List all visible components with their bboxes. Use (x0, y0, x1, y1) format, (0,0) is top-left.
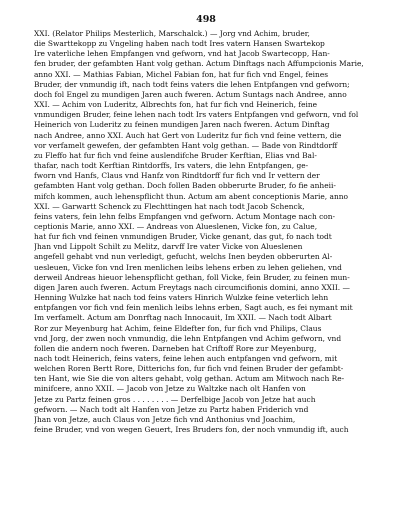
text-line: zu Fleffo hat fur fich vnd feine auslendifche Bruder Kerftian, Elias vnd Bal- (34, 150, 317, 160)
text-line: ceptionis Marie, anno XXI. — Andreas von Alueslenen, Vicke fon, zu Calue, (34, 221, 318, 231)
text-line: welchen Roren Bertt Rore, Ditterichs fon, fur fich vnd feinen Bruder der gefambt- (34, 364, 344, 374)
text-line: fen bruder, der gefambten Hant volg gethan. Actum Dinftags nach Affumpcionis Marie, (34, 59, 364, 69)
text-line: hat fur fich vnd feinen vnmundigen Bruder, Vicke genant, das gut, fo nach todt (34, 232, 332, 242)
text-line: Ror zur Meyenburg hat Achim, feine Eldefter fon, fur fich vnd Philips, Claus (34, 323, 322, 333)
text-line: derweil Andreas hieuor lehenspflicht gethan, foll Vicke, fein Bruder, zu feinen mun- (34, 272, 350, 282)
text-line: die Swarttekopp zu Vngeling haben nach todt Ires vatern Hansen Swartekop (34, 39, 325, 49)
text-line: Heinerich von Luderitz zu feinen mundigen Jaren nach fweren. Actum Dinftag (34, 120, 330, 130)
text-line: Bruder, der vnmundig ift, nach todt feins vaters die lehen Entpfangen vnd gefworn; (34, 79, 350, 89)
text-line: uesleuen, Vicke fon vnd Iren menlichen leibs lehens erben zu lehen geliehen, vnd (34, 262, 342, 272)
text-line: follen die andern noch fweren. Darneben hat Criftoff Rore zur Meyenburg, (34, 343, 317, 353)
text-line: Ire vaterliche lehen Empfangen vnd gefworn, vnd hat Jacob Swartecopp, Han- (34, 49, 330, 59)
text-line: vor verfamelt gewefen, der gefambten Hant volg gethan. — Bade von Rindtdorff (34, 140, 338, 150)
text-line: minifcere, anno XXII. — Jacob von Jetze zu Waltzke nach olt Hanfen von (34, 384, 306, 394)
page-number: 498 (196, 14, 216, 25)
text-line: digen Jaren auch fweren. Actum Freytags nach circumcifionis domini, anno XXII. — (34, 282, 350, 292)
text-line: vnd Jorg, der zwen noch vnmundig, die lehn Entpfangen vnd Achim gefworn, vnd (34, 333, 342, 343)
body-text (34, 29, 388, 435)
text-line: Jetze zu Partz feinen gros . . . . . . . . — Derfelbige Jacob von Jetze hat auch (34, 394, 316, 404)
text-line: Jhan vnd Lippolt Schilt zu Melitz, darvff Ire vater Vicke von Alueslenen (34, 242, 303, 252)
text-line: Jhan von Jetze, auch Claus von Jetze fich vnd Anthonius vnd Joachim, (34, 414, 296, 424)
text-line: angefell gehabt vnd nun verledigt, gefucht, welchs Inen beyden obberurten Al- (34, 252, 333, 262)
text-line: nach todt Heinerich, feins vaters, feine lehen auch entpfangen vnd gefworn, mit (34, 354, 338, 363)
text-line: entpfangen vor fich vnd fein menlich leibs lehns erben, Sagt auch, es fei nymant mit (34, 303, 353, 313)
text-line: doch fol Engel zu mundigen Jaren auch fweren. Actum Suntags nach Andree, anno (34, 89, 347, 99)
text-line: feins vaters, fein lehn felbs Empfangen vnd gefworn. Actum Montage nach con- (34, 211, 336, 221)
text-line: gefworn. — Nach todt alt Hanfen von Jetze zu Partz haben Friderich vnd (34, 404, 309, 414)
text-line: thafar, nach todt Kerftian Rintdorffs, Irs vaters, die lehn Entpfangen, ge- (34, 161, 309, 171)
text-line: XXI. (Relator Philips Mesterlich, Marschalck.) — Jorg vnd Achim, bruder, (34, 29, 310, 38)
text-line: feine Bruder, vnd von wegen Geuert, Ires Bruders fon, der noch vnmundig ift, auch (34, 425, 349, 435)
text-line: nach Andree, anno XXI. Auch hat Gert von Luderitz fur fich vnd feine vettern, die (34, 130, 342, 140)
text-line: gefambten Hant volg gethan. Doch follen Baden obberurte Bruder, fo fie anheii- (34, 181, 336, 191)
text-line: Im verfamelt. Actum am Donrftag nach Innocauit, Im XXII. — Nach todt Albart (34, 313, 332, 323)
text-line: vnmundigen Bruder, feine lehen nach todt Irs vaters Entpfangen vnd gefworn, vnd fol (34, 110, 359, 120)
text-line: mifch kommen, auch lehenspflicht thun. Actum am abent conceptionis Marie, anno (34, 191, 349, 201)
text-line: Henning Wulzke hat nach tod feins vaters Hinrich Wulzke feine veterlich lehn (34, 293, 329, 303)
text-line: ten Hant, wie Sie die von alters gehabt, volg gethan. Actum am Mitwoch nach Re- (34, 374, 345, 384)
text-line: XXI. — Garwartt Schenck zu Flechttingen hat nach todt Jacob Schenck, (34, 201, 305, 211)
text-line: anno XXI. — Mathias Fabian, Michel Fabian fon, hat fur fich vnd Engel, feines (34, 69, 329, 79)
text-line: fworn vnd Hanfs, Claus vnd Hanfz von Rindtdorff fur fich vnd Ir vettern der (34, 171, 320, 181)
text-line: XXI. — Achim von Luderitz, Albrechts fon, hat fur fich vnd Heinerich, feine (34, 100, 318, 110)
